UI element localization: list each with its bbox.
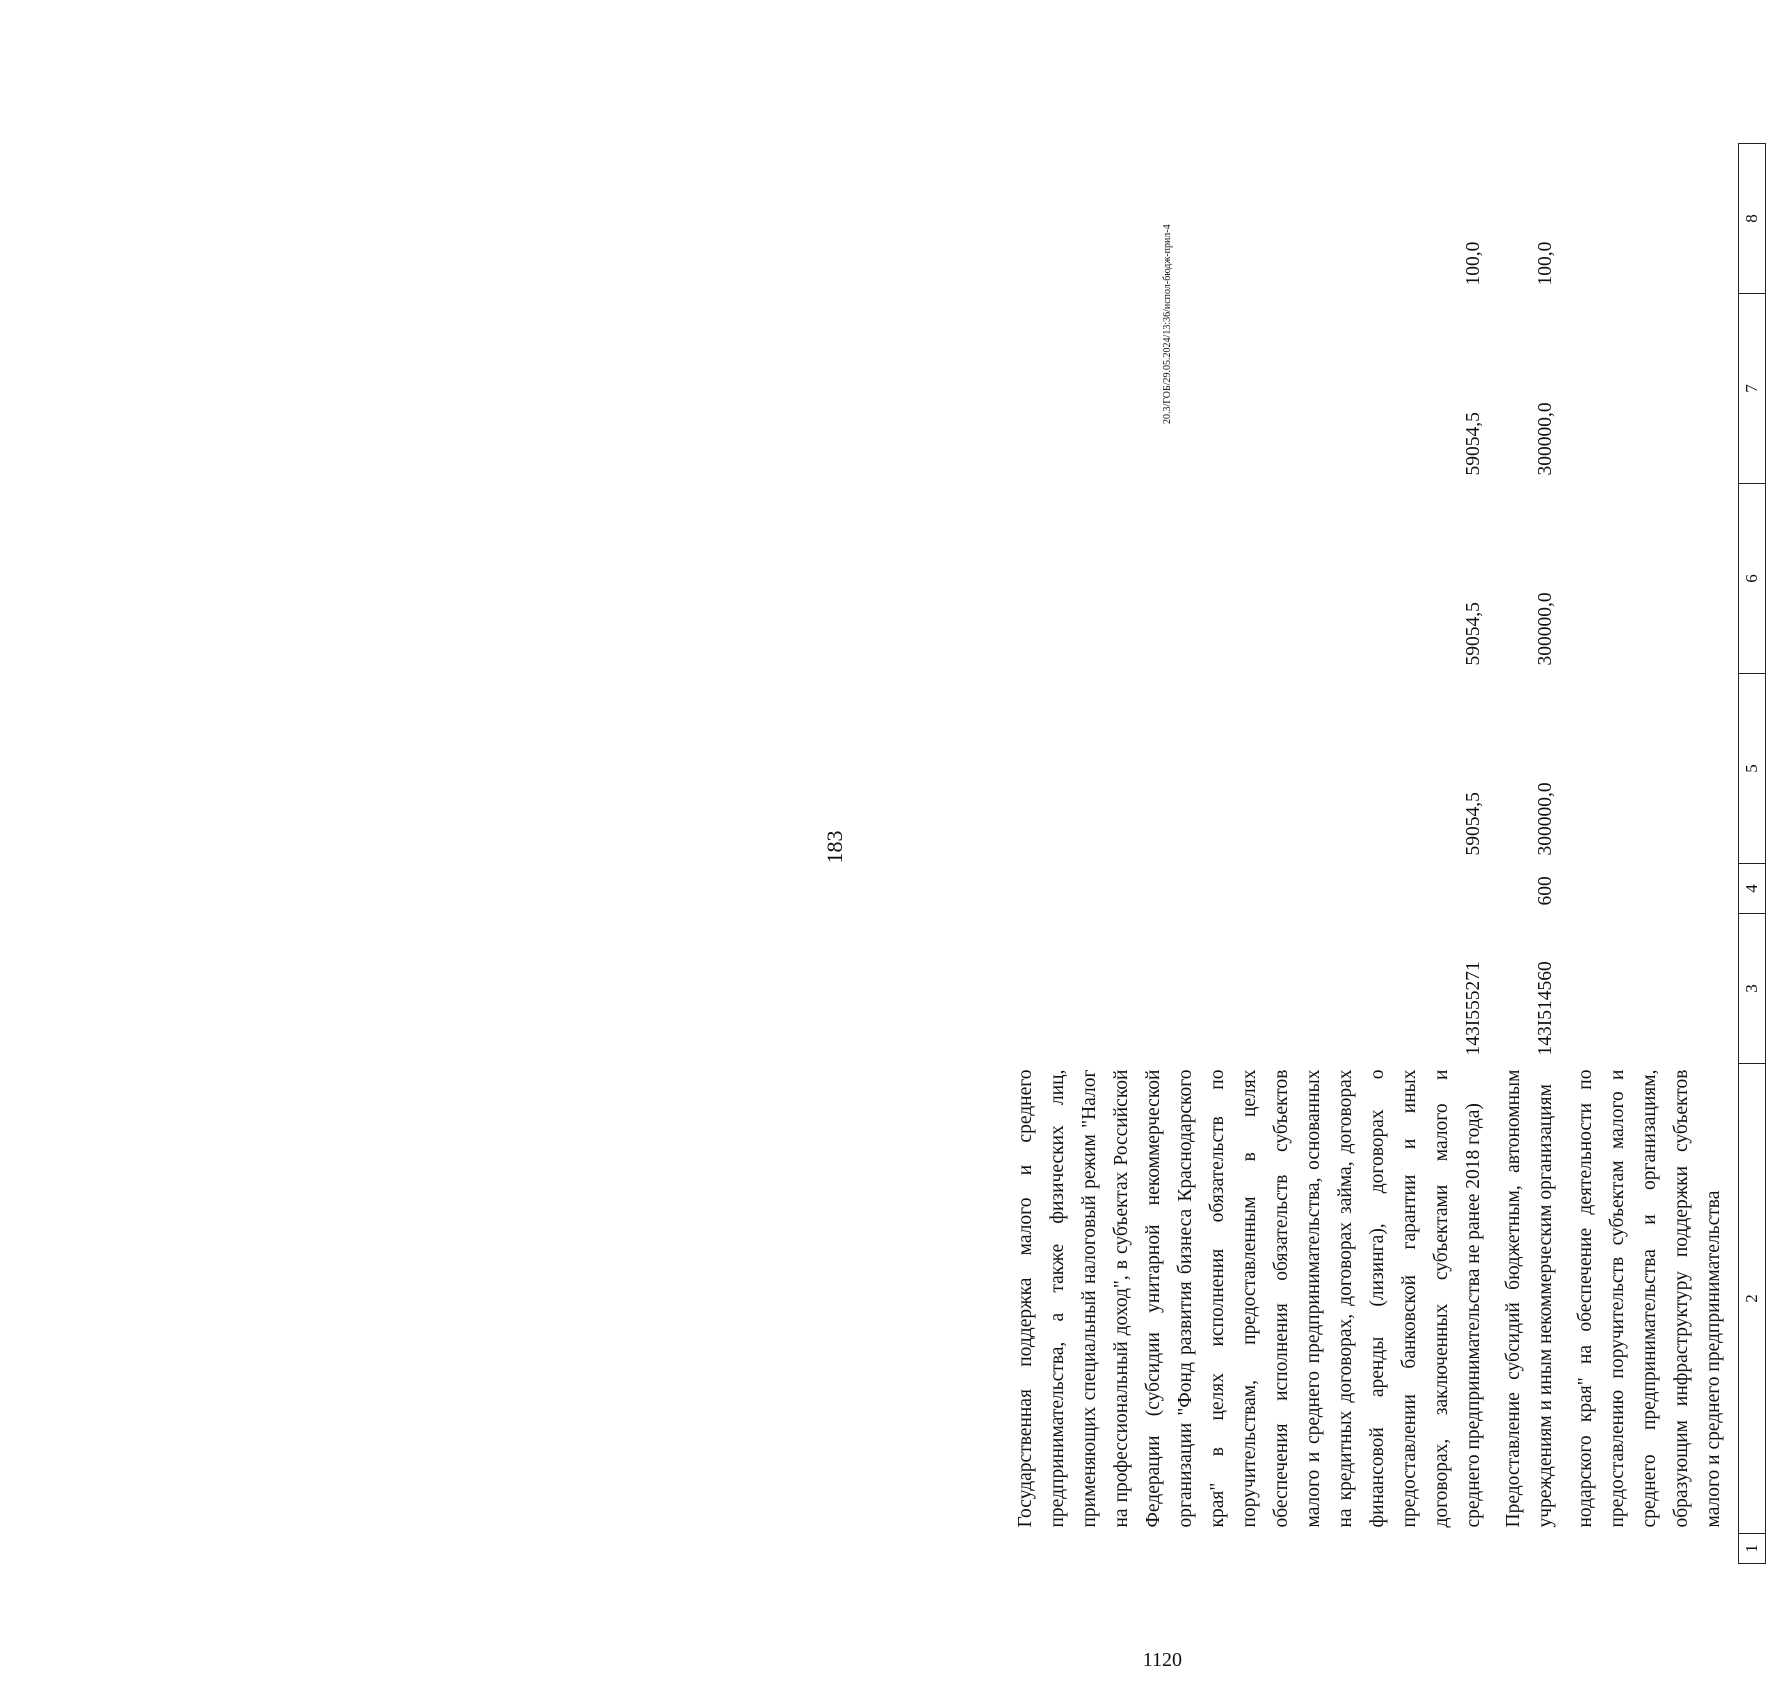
row-code: [1570, 914, 1730, 1064]
row-value-5: 300000,0: [1535, 782, 1556, 856]
row-description: Государственная поддержка малого и среднего предпринимательства, а также физических лиц, применяющих специальный налоговый режим "Налог на профессиональный доход", в субъектах Российской Федерации (субсидии унитарной некоммерческой организации "Фонд развития бизнеса Краснодарского края" в целях исполнения обязательств по поручительствам, предоставленным в целях обеспечения исполнения обязательств субъектов малого и среднего предпринимательства, основанных на кредитных договорах, договорах займа, договорах финансовой аренды (лизинга), договорах о предоставлении банковской гарантии и иных договорах, заключенных субъектами малого и среднего предпринимательства не ранее 2018 года): [1015, 1069, 1484, 1528]
page-number: 183: [822, 830, 847, 864]
column-header-row: [1739, 144, 1766, 1564]
row-value-5: [1570, 674, 1730, 864]
row-cell-1: [1570, 1534, 1730, 1564]
row-percent: 100,0: [1535, 241, 1556, 286]
table-row: [1010, 144, 1490, 1564]
row-cell-1: [1010, 1534, 1490, 1564]
row-code: 143I555271: [1463, 961, 1484, 1056]
row-type: [1570, 864, 1730, 914]
sheet-number: 1120: [1142, 1649, 1182, 1671]
column-header: 1: [1739, 1534, 1766, 1564]
column-header: 7: [1739, 294, 1766, 484]
table-row: [1498, 144, 1562, 1564]
budget-table: [1010, 143, 1766, 1564]
row-percent: [1570, 144, 1730, 294]
row-value-5: 59054,5: [1463, 792, 1484, 856]
row-cell-1: [1498, 1534, 1562, 1564]
row-type: 600: [1535, 876, 1556, 906]
column-header: 5: [1739, 674, 1766, 864]
column-header: 3: [1739, 914, 1766, 1064]
row-description: Предоставление субсидий бюджетным, автономным учреждениям и иным некоммерческим организациям: [1503, 1069, 1556, 1528]
row-value-6: 300000,0: [1535, 592, 1556, 666]
row-value-7: 300000,0: [1535, 402, 1556, 476]
column-header: 8: [1739, 144, 1766, 294]
row-code: 143I514560: [1535, 961, 1556, 1056]
column-header: 2: [1739, 1064, 1766, 1534]
row-description: нодарского края" на обеспечение деятельности по предоставлению поручительств субъектам малого и среднего предпринимательства и организациям, образующим инфраструктуру поддержки субъектов малого и среднего предпринимательства: [1575, 1069, 1724, 1528]
row-value-6: [1570, 484, 1730, 674]
table-row: [1570, 144, 1730, 1564]
row-type: [1010, 864, 1490, 914]
row-value-7: 59054,5: [1463, 412, 1484, 476]
column-header: 6: [1739, 484, 1766, 674]
row-value-7: [1570, 294, 1730, 484]
row-value-6: 59054,5: [1463, 602, 1484, 666]
row-percent: 100,0: [1463, 241, 1484, 286]
column-header: 4: [1739, 864, 1766, 914]
footer-code: 20.3/ГОБ/29.05.2024/13:36/испол-бюдж-прил-4: [1162, 224, 1173, 424]
